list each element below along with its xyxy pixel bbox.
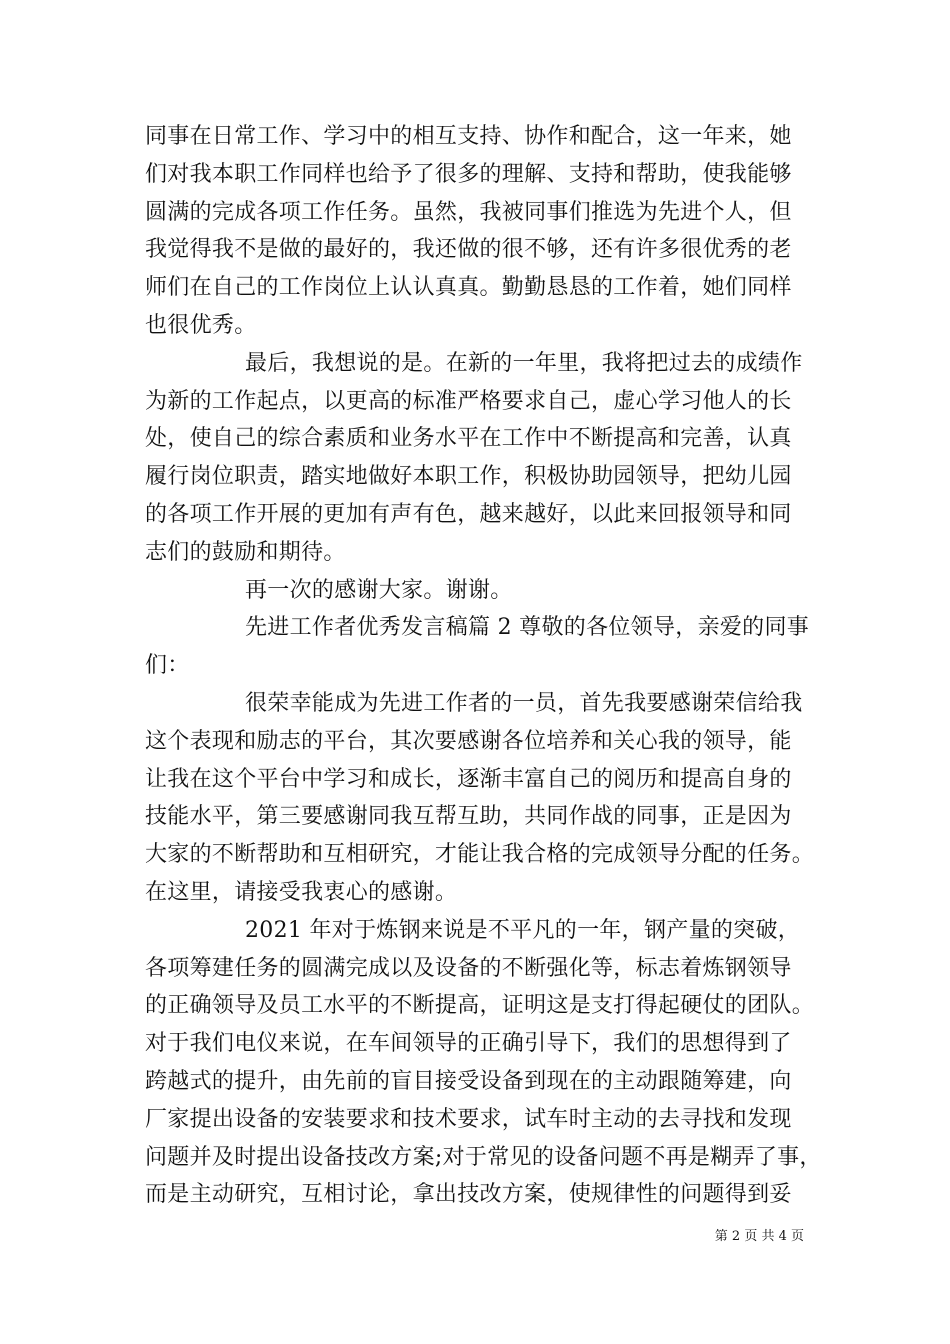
text-line: 的各项工作开展的更加有声有色，越来越好，以此来回报领导和同: [145, 501, 792, 527]
text-line: 在这里，请接受我衷心的感谢。: [145, 879, 458, 905]
text-line: 跨越式的提升，由先前的盲目接受设备到现在的主动跟随筹建，向: [145, 1068, 792, 1094]
text-line: 对于我们电仪来说，在车间领导的正确引导下，我们的思想得到了: [145, 1031, 792, 1057]
text-line: 也很优秀。: [145, 312, 257, 338]
text-line: 技能水平，第三要感谢同我互帮互助，共同作战的同事，正是因为: [145, 804, 792, 830]
text-line: 这个表现和励志的平台，其次要感谢各位培养和关心我的领导，能: [145, 728, 792, 754]
text-line: 师们在自己的工作岗位上认认真真。勤勤恳恳的工作着，她们同样: [145, 275, 792, 301]
text-line: 厂家提出设备的安装要求和技术要求，试车时主动的去寻找和发现: [145, 1106, 792, 1132]
text-line: 我觉得我不是做的最好的，我还做的很不够，还有许多很优秀的老: [145, 237, 792, 263]
text-line: 大家的不断帮助和互相研究，才能让我合格的完成领导分配的任务。: [145, 842, 815, 868]
paragraph-start-line: 很荣幸能成为先进工作者的一员，首先我要感谢荣信给我: [245, 690, 803, 716]
text-line: 处，使自己的综合素质和业务水平在工作中不断提高和完善，认真: [145, 426, 792, 452]
page-number: 第 2 页 共 4 页: [714, 1229, 804, 1244]
text-line: 问题并及时提出设备技改方案;对于常见的设备问题不再是糊弄了事，: [145, 1144, 822, 1170]
paragraph-start-line: 最后，我想说的是。在新的一年里，我将把过去的成绩作: [245, 350, 803, 376]
text-line: 圆满的完成各项工作任务。虽然，我被同事们推选为先进个人，但: [145, 199, 792, 225]
text-line: 为新的工作起点，以更高的标准严格要求自己，虚心学习他人的长: [145, 388, 792, 414]
section-heading-line: 先进工作者优秀发言稿篇 2 尊敬的各位领导，亲爱的同事: [245, 615, 810, 641]
text-line: 各项筹建任务的圆满完成以及设备的不断强化等，标志着炼钢领导: [145, 955, 792, 981]
paragraph-start-line: 再一次的感谢大家。谢谢。: [245, 577, 513, 603]
text-line: 们：: [145, 653, 190, 679]
text-line: 志们的鼓励和期待。: [145, 539, 346, 565]
text-line: 的正确领导及员工水平的不断提高，证明这是支打得起硬仗的团队。: [145, 993, 815, 1019]
document-body: [145, 118, 825, 1214]
text-line: 同事在日常工作、学习中的相互支持、协作和配合，这一年来，她: [145, 124, 792, 149]
text-line: 履行岗位职责，踏实地做好本职工作，积极协助园领导，把幼儿园: [145, 464, 792, 490]
text-line: 让我在这个平台中学习和成长，逐渐丰富自己的阅历和提高自身的: [145, 766, 792, 792]
text-line: 们对我本职工作同样也给予了很多的理解、支持和帮助，使我能够: [145, 161, 792, 187]
paragraph-start-line: 2021 年对于炼钢来说是不平凡的一年，钢产量的突破，: [245, 917, 801, 943]
text-line: 而是主动研究，互相讨论，拿出技改方案，使规律性的问题得到妥: [145, 1182, 792, 1208]
